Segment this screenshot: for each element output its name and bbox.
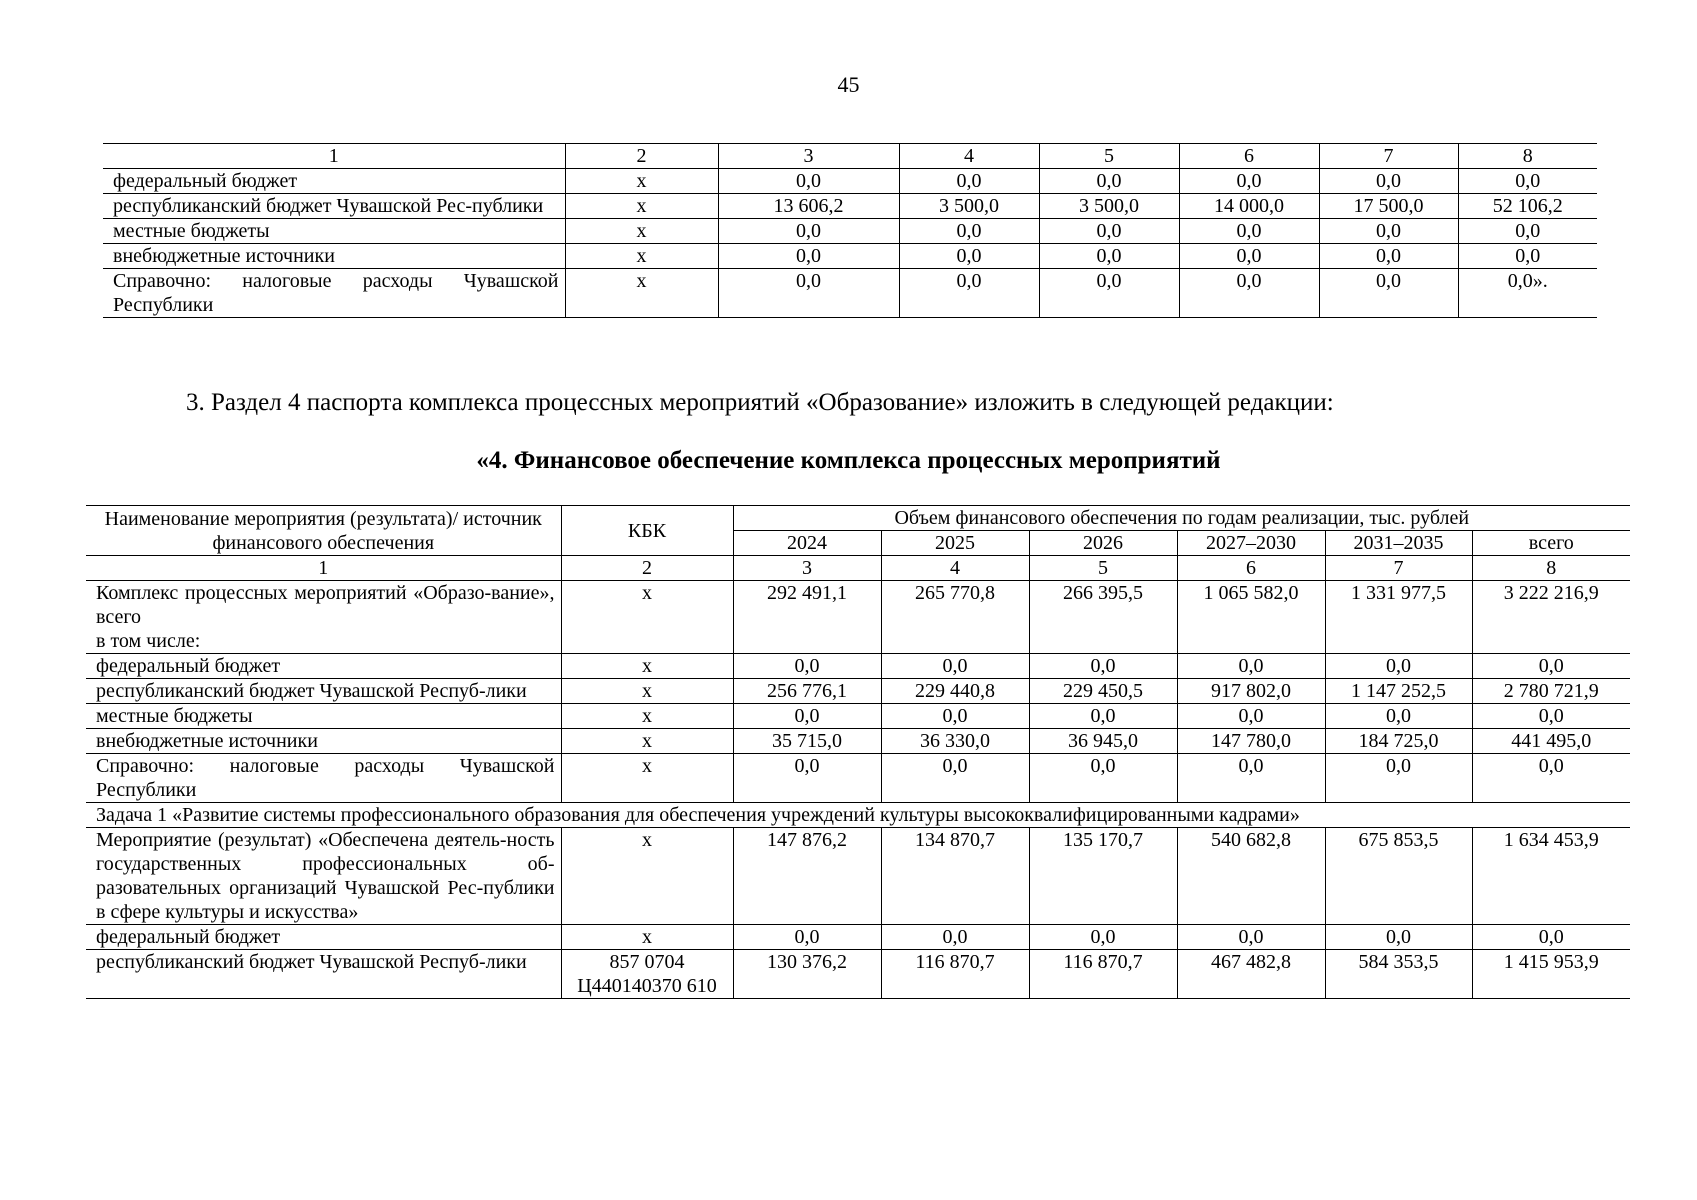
- row-kbk: 857 0704 Ц440140370 610: [561, 950, 733, 999]
- row-value: 0,0: [899, 219, 1039, 244]
- header-name: Наименование мероприятия (результата)/ источник финансового обеспечения: [86, 506, 561, 556]
- table-row: [86, 581, 1630, 654]
- column-number: 1: [103, 144, 565, 169]
- row-value: 0,0: [1472, 754, 1630, 803]
- row-value: 0,0: [881, 925, 1029, 950]
- row-value: 0,0: [1319, 269, 1458, 318]
- row-value: 0,0: [1179, 244, 1319, 269]
- row-value: 0,0: [1177, 754, 1325, 803]
- column-number: 5: [1029, 556, 1177, 581]
- row-value: 116 870,7: [881, 950, 1029, 999]
- row-kbk: х: [565, 169, 718, 194]
- row-value: 2 780 721,9: [1472, 679, 1630, 704]
- column-number: 3: [718, 144, 899, 169]
- row-value: 0,0: [1029, 704, 1177, 729]
- table-row: [86, 654, 1630, 679]
- row-name: внебюджетные источники: [86, 729, 561, 754]
- column-number: 2: [565, 144, 718, 169]
- header-row: [86, 506, 1630, 531]
- table-row: [86, 950, 1630, 999]
- row-value: 0,0: [1039, 269, 1179, 318]
- header-year: 2031–2035: [1325, 531, 1472, 556]
- column-number: 5: [1039, 144, 1179, 169]
- row-value: 0,0: [1029, 925, 1177, 950]
- row-value: 0,0: [1458, 169, 1597, 194]
- row-kbk: х: [561, 581, 733, 654]
- row-name: федеральный бюджет: [103, 169, 565, 194]
- row-name: федеральный бюджет: [86, 925, 561, 950]
- row-value: 1 147 252,5: [1325, 679, 1472, 704]
- row-value: 0,0: [881, 754, 1029, 803]
- row-kbk: х: [561, 679, 733, 704]
- column-number: 4: [881, 556, 1029, 581]
- row-kbk: х: [565, 269, 718, 318]
- row-value: 147 780,0: [1177, 729, 1325, 754]
- row-value: 0,0: [718, 269, 899, 318]
- row-name: федеральный бюджет: [86, 654, 561, 679]
- row-value: 467 482,8: [1177, 950, 1325, 999]
- row-value: 0,0: [1325, 654, 1472, 679]
- row-value: 147 876,2: [733, 828, 881, 925]
- row-value: 0,0: [1179, 169, 1319, 194]
- row-value: 265 770,8: [881, 581, 1029, 654]
- row-value: 0,0: [718, 244, 899, 269]
- row-value: 0,0: [899, 269, 1039, 318]
- row-value: 540 682,8: [1177, 828, 1325, 925]
- table-row: [103, 169, 1597, 194]
- amendment-paragraph: 3. Раздел 4 паспорта комплекса процессных мероприятий «Образование» изложить в следующей редакции:: [186, 389, 1334, 416]
- row-name: внебюджетные источники: [103, 244, 565, 269]
- row-value: 0,0: [1319, 169, 1458, 194]
- column-number: 8: [1472, 556, 1630, 581]
- table-row: [86, 754, 1630, 803]
- column-number: 6: [1177, 556, 1325, 581]
- row-value: 116 870,7: [1029, 950, 1177, 999]
- row-value: 0,0: [1039, 244, 1179, 269]
- row-value: 0,0: [1177, 925, 1325, 950]
- row-kbk: х: [561, 754, 733, 803]
- page-number: 45: [837, 72, 860, 97]
- row-value: 3 222 216,9: [1472, 581, 1630, 654]
- column-number: 2: [561, 556, 733, 581]
- row-value: 36 945,0: [1029, 729, 1177, 754]
- row-name: республиканский бюджет Чувашской Рес-публики: [103, 194, 565, 219]
- table-row: [86, 729, 1630, 754]
- row-value: 1 331 977,5: [1325, 581, 1472, 654]
- column-number-row: [86, 556, 1630, 581]
- row-name: местные бюджеты: [86, 704, 561, 729]
- row-value: 52 106,2: [1458, 194, 1597, 219]
- row-value: 0,0: [1472, 654, 1630, 679]
- table-row: [103, 244, 1597, 269]
- row-value: 0,0: [733, 925, 881, 950]
- header-year: 2026: [1029, 531, 1177, 556]
- row-value: 0,0: [1319, 219, 1458, 244]
- row-kbk: х: [561, 925, 733, 950]
- row-name: республиканский бюджет Чувашской Респуб-лики: [86, 679, 561, 704]
- header-kbk: КБК: [561, 506, 733, 556]
- row-name: республиканский бюджет Чувашской Респуб-лики: [86, 950, 561, 999]
- header-year: 2024: [733, 531, 881, 556]
- row-value: 0,0: [718, 219, 899, 244]
- column-number: 7: [1325, 556, 1472, 581]
- row-value: 0,0: [1472, 925, 1630, 950]
- row-value: 0,0: [1179, 219, 1319, 244]
- row-value: 0,0: [1177, 654, 1325, 679]
- row-kbk: х: [565, 244, 718, 269]
- table-row: [103, 269, 1597, 318]
- row-value: 229 440,8: [881, 679, 1029, 704]
- row-value: 17 500,0: [1319, 194, 1458, 219]
- row-value: 0,0: [1325, 704, 1472, 729]
- row-value: 0,0».: [1458, 269, 1597, 318]
- row-value: 0,0: [1472, 704, 1630, 729]
- row-name: местные бюджеты: [103, 219, 565, 244]
- row-value: 0,0: [899, 244, 1039, 269]
- column-number: 6: [1179, 144, 1319, 169]
- column-number: 3: [733, 556, 881, 581]
- row-value: 0,0: [881, 704, 1029, 729]
- table-row: [103, 219, 1597, 244]
- row-kbk: х: [561, 729, 733, 754]
- section-title: «4. Финансовое обеспечение комплекса процессных мероприятий: [476, 447, 1221, 474]
- header-year: 2025: [881, 531, 1029, 556]
- row-kbk: х: [561, 828, 733, 925]
- table-row: [86, 704, 1630, 729]
- row-kbk: х: [565, 219, 718, 244]
- row-value: 0,0: [733, 704, 881, 729]
- row-value: 0,0: [733, 754, 881, 803]
- column-number: 7: [1319, 144, 1458, 169]
- row-value: 0,0: [1177, 704, 1325, 729]
- table-row: [103, 194, 1597, 219]
- row-value: 229 450,5: [1029, 679, 1177, 704]
- task-row: [86, 803, 1630, 828]
- row-value: 584 353,5: [1325, 950, 1472, 999]
- row-value: 3 500,0: [1039, 194, 1179, 219]
- row-value: 0,0: [899, 169, 1039, 194]
- row-value: 256 776,1: [733, 679, 881, 704]
- row-name: Справочно: налоговые расходы Чувашской Республики: [103, 269, 565, 318]
- column-number: 1: [86, 556, 561, 581]
- row-value: 0,0: [733, 654, 881, 679]
- row-value: 0,0: [1029, 654, 1177, 679]
- table-row: [86, 925, 1630, 950]
- column-number-row: [103, 144, 1597, 169]
- header-volume: Объем финансового обеспечения по годам реализации, тыс. рублей: [733, 506, 1630, 531]
- column-number: 8: [1458, 144, 1597, 169]
- header-year: всего: [1472, 531, 1630, 556]
- row-value: 13 606,2: [718, 194, 899, 219]
- row-value: 130 376,2: [733, 950, 881, 999]
- row-value: 0,0: [1029, 754, 1177, 803]
- row-value: 0,0: [1179, 269, 1319, 318]
- row-value: 14 000,0: [1179, 194, 1319, 219]
- row-value: 184 725,0: [1325, 729, 1472, 754]
- column-number: 4: [899, 144, 1039, 169]
- row-value: 0,0: [1039, 169, 1179, 194]
- row-value: 0,0: [1325, 925, 1472, 950]
- row-value: 0,0: [1039, 219, 1179, 244]
- financial-provision-table: [86, 505, 1630, 999]
- row-value: 3 500,0: [899, 194, 1039, 219]
- funding-table-continuation: [103, 143, 1597, 318]
- table-row: [86, 679, 1630, 704]
- row-value: 1 634 453,9: [1472, 828, 1630, 925]
- row-value: 0,0: [718, 169, 899, 194]
- row-value: 292 491,1: [733, 581, 881, 654]
- row-value: 1 415 953,9: [1472, 950, 1630, 999]
- row-value: 0,0: [1458, 244, 1597, 269]
- row-value: 36 330,0: [881, 729, 1029, 754]
- row-value: 0,0: [1319, 244, 1458, 269]
- row-value: 441 495,0: [1472, 729, 1630, 754]
- row-value: 675 853,5: [1325, 828, 1472, 925]
- row-value: 0,0: [1325, 754, 1472, 803]
- row-name-extra: в том числе:: [96, 630, 201, 652]
- row-name: [86, 581, 561, 654]
- row-value: 135 170,7: [1029, 828, 1177, 925]
- row-name: Мероприятие (результат) «Обеспечена деятель-ность государственных профессиональных об-разовательных организаций Чувашской Рес-публики в сфере культуры и искусства»: [86, 828, 561, 925]
- row-value: 0,0: [881, 654, 1029, 679]
- row-name-text: Комплекс процессных мероприятий «Образо-вание», всего: [96, 582, 555, 628]
- row-value: 1 065 582,0: [1177, 581, 1325, 654]
- row-value: 35 715,0: [733, 729, 881, 754]
- row-value: 134 870,7: [881, 828, 1029, 925]
- row-value: 0,0: [1458, 219, 1597, 244]
- row-kbk: х: [565, 194, 718, 219]
- table-row: [86, 828, 1630, 925]
- row-kbk: х: [561, 704, 733, 729]
- row-value: 266 395,5: [1029, 581, 1177, 654]
- row-value: 917 802,0: [1177, 679, 1325, 704]
- row-kbk: х: [561, 654, 733, 679]
- row-name: Справочно: налоговые расходы Чувашской Республики: [86, 754, 561, 803]
- task-title: Задача 1 «Развитие системы профессионального образования для обеспечения учреждений культуры высококвалифицированными кадрами»: [86, 803, 1630, 828]
- header-year: 2027–2030: [1177, 531, 1325, 556]
